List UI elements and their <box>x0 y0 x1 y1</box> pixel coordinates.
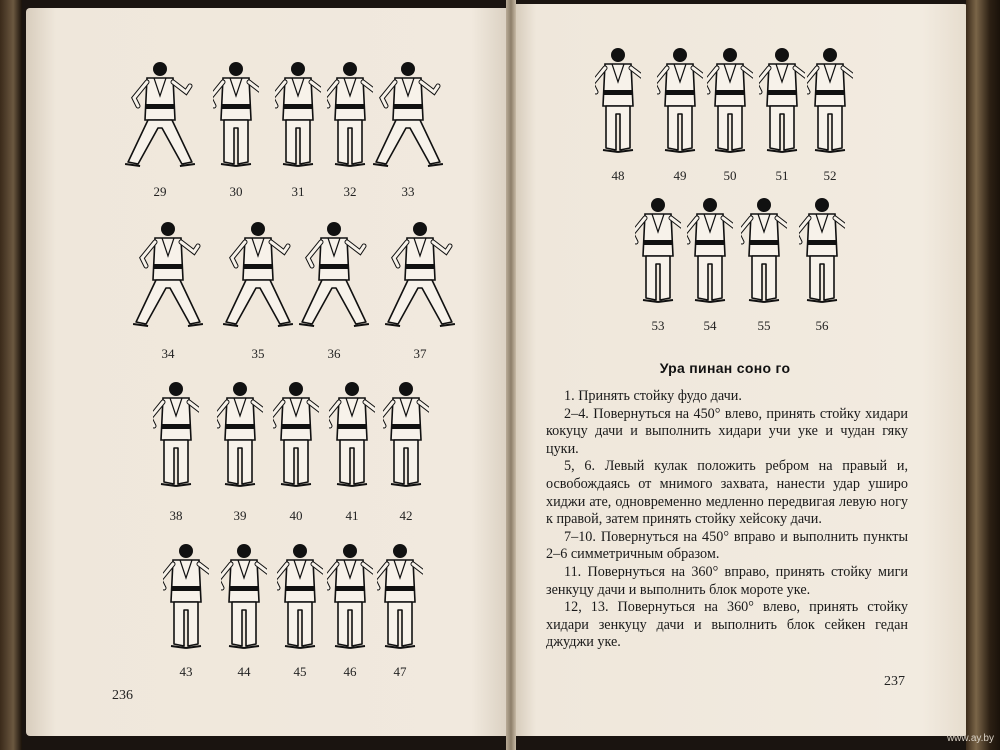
karate-stance-figure <box>366 58 450 173</box>
figure-number: 39 <box>233 508 247 523</box>
figure-number: 35 <box>251 346 265 361</box>
karate-stance-figure <box>377 540 423 655</box>
figure-number: 53 <box>651 318 665 333</box>
karate-stance-figure <box>759 44 805 159</box>
figure-number: 54 <box>703 318 717 333</box>
paragraph: 5, 6. Левый кулак положить ребром на правый и, освобождаясь от мнимого захвата, нанести удар уширо хиджи ате, одновременно медленно передвигая левую ногу к правой, затем принять стойку хейсоку дачи. <box>546 458 908 528</box>
karate-stance-figure <box>635 194 681 309</box>
figure-number: 34 <box>161 346 175 361</box>
figure-number: 37 <box>413 346 427 361</box>
karate-stance-figure <box>707 44 753 159</box>
karate-stance-figure <box>327 540 373 655</box>
figure-number: 45 <box>293 664 307 679</box>
paragraph: 12, 13. Повернуться на 360° влево, принять стойку хидари зенкуцу дачи и выполнить блок сейкен гедан джуджи уке. <box>546 599 908 651</box>
figure-number: 43 <box>179 664 193 679</box>
figure-number: 29 <box>153 184 167 199</box>
figure-number: 46 <box>343 664 357 679</box>
karate-stance-figure <box>741 194 787 309</box>
karate-stance-figure <box>275 58 321 173</box>
karate-stance-figure <box>213 58 259 173</box>
figure-number: 55 <box>757 318 771 333</box>
karate-stance-figure <box>277 540 323 655</box>
karate-stance-figure <box>221 540 267 655</box>
figure-number: 32 <box>343 184 357 199</box>
karate-stance-figure <box>153 378 199 493</box>
page-number-right: 237 <box>884 674 905 689</box>
karate-stance-figure <box>329 378 375 493</box>
karate-stance-figure <box>687 194 733 309</box>
karate-stance-figure <box>657 44 703 159</box>
karate-stance-figure <box>378 218 462 333</box>
figure-number: 52 <box>823 168 837 183</box>
paragraph: 7–10. Повернуться на 450° вправо и выполнить пункты 2–6 симметричным образом. <box>546 528 908 563</box>
karate-stance-figure <box>118 58 202 173</box>
figure-number: 47 <box>393 664 407 679</box>
karate-stance-figure <box>216 218 300 333</box>
karate-stance-figure <box>807 44 853 159</box>
left-book-edge <box>0 0 22 750</box>
figure-number: 33 <box>401 184 415 199</box>
karate-stance-figure <box>292 218 376 333</box>
paragraph: 2–4. Повернуться на 450° влево, принять стойку хидари кокуцу дачи и выполнить хидари учи уке и чудан гяку цуки. <box>546 405 908 457</box>
watermark: www.ay.by <box>946 733 994 744</box>
figure-number: 51 <box>775 168 789 183</box>
karate-stance-figure <box>126 218 210 333</box>
figure-number: 36 <box>327 346 341 361</box>
figure-number: 31 <box>291 184 305 199</box>
karate-stance-figure <box>163 540 209 655</box>
figure-number: 30 <box>229 184 243 199</box>
book-gutter <box>506 0 516 750</box>
instructions-text <box>546 388 908 652</box>
page-number-left: 236 <box>112 688 133 703</box>
figure-number: 56 <box>815 318 829 333</box>
figure-number: 49 <box>673 168 687 183</box>
figure-number: 44 <box>237 664 251 679</box>
figure-number: 38 <box>169 508 183 523</box>
karate-stance-figure <box>273 378 319 493</box>
paragraph: 1. Принять стойку фудо дачи. <box>564 388 742 404</box>
paragraph: 11. Повернуться на 360° вправо, принять стойку миги зенкуцу дачи и выполнить блок мороте уке. <box>546 563 908 598</box>
karate-stance-figure <box>217 378 263 493</box>
karate-stance-figure <box>383 378 429 493</box>
karate-stance-figure <box>799 194 845 309</box>
figure-number: 48 <box>611 168 625 183</box>
figure-number: 42 <box>399 508 413 523</box>
karate-stance-figure <box>595 44 641 159</box>
section-heading: Ура пинан соно го <box>659 360 791 376</box>
right-book-edge <box>966 0 1000 750</box>
figure-number: 41 <box>345 508 359 523</box>
figure-number: 50 <box>723 168 737 183</box>
figure-number: 40 <box>289 508 303 523</box>
